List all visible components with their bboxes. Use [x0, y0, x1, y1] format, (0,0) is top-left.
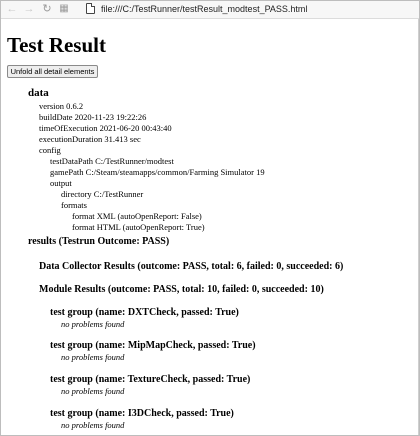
- page-content: [0, 19, 420, 436]
- unfold-all-button[interactable]: Unfold all detail elements: [7, 65, 98, 78]
- format-html-text: format HTML (autoOpenReport: True): [72, 222, 205, 232]
- build-date-text: buildDate 2020-11-23 19:22:26: [39, 112, 147, 122]
- execution-duration-text: executionDuration 31.413 sec: [39, 134, 141, 144]
- version-text: version 0.6.2: [39, 101, 84, 111]
- results-heading: results (Testrun Outcome: PASS): [28, 236, 170, 247]
- tabs-grid-icon[interactable]: ▦: [59, 3, 69, 14]
- test-group-heading: test group (name: TextureCheck, passed: True): [50, 374, 251, 385]
- directory-text: directory C:/TestRunner: [61, 189, 144, 199]
- data-collector-results-heading: Data Collector Results (outcome: PASS, total: 6, failed: 0, succeeded: 6): [39, 261, 344, 272]
- time-of-execution-text: timeOfExecution 2021-06-20 00:43:40: [39, 123, 172, 133]
- no-problems-text: no problems found: [61, 386, 125, 396]
- back-arrow-icon[interactable]: ←: [6, 3, 18, 15]
- no-problems-text: no problems found: [61, 420, 125, 430]
- formats-text: formats: [61, 200, 87, 210]
- test-data-path-text: testDataPath C:/TestRunner/modtest: [50, 156, 174, 166]
- test-group-heading: test group (name: I3DCheck, passed: True): [50, 408, 234, 419]
- browser-toolbar: [0, 0, 420, 19]
- test-group-heading: test group (name: DXTCheck, passed: True): [50, 307, 239, 318]
- format-xml-text: format XML (autoOpenReport: False): [72, 211, 202, 221]
- page-title: Test Result: [7, 33, 106, 57]
- no-problems-text: no problems found: [61, 352, 125, 362]
- file-icon: [86, 3, 95, 14]
- reload-icon[interactable]: ↻: [42, 3, 52, 15]
- address-bar[interactable]: file:///C:/TestRunner/testResult_modtest_PASS.html: [101, 4, 308, 14]
- output-text: output: [50, 178, 72, 188]
- module-results-heading: Module Results (outcome: PASS, total: 10, failed: 0, succeeded: 10): [39, 284, 324, 295]
- game-path-text: gamePath C:/Steam/steamapps/common/Farming Simulator 19: [50, 167, 265, 177]
- test-group-heading: test group (name: MipMapCheck, passed: True): [50, 340, 256, 351]
- data-heading: data: [28, 87, 49, 99]
- config-text: config: [39, 145, 61, 155]
- no-problems-text: no problems found: [61, 319, 125, 329]
- forward-arrow-icon[interactable]: →: [23, 3, 35, 15]
